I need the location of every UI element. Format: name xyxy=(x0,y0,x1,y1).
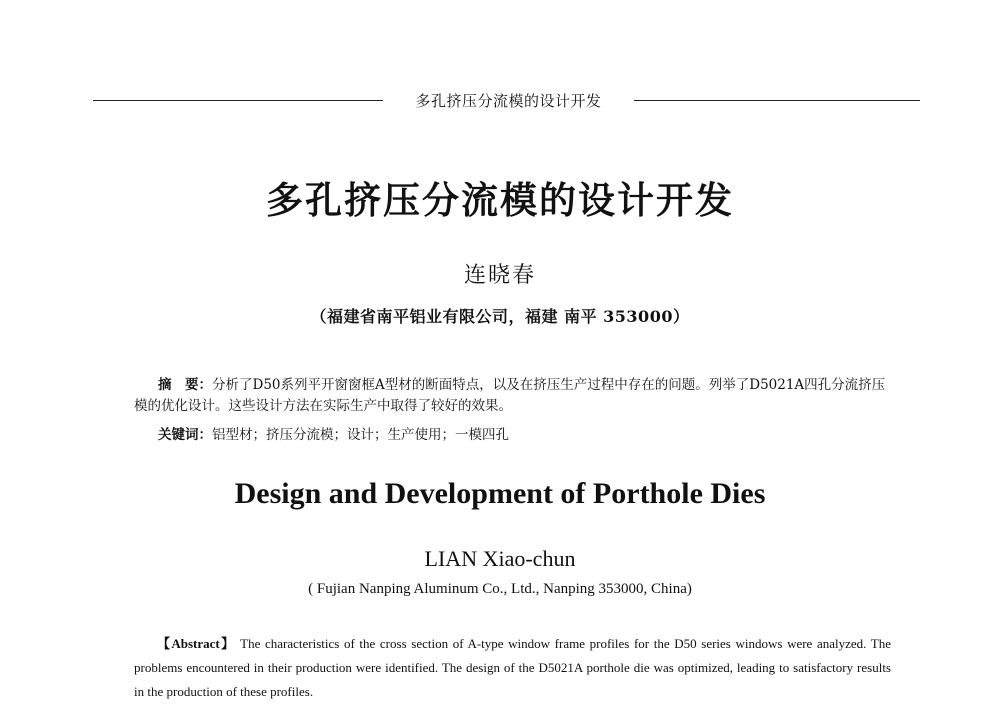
keywords-chinese xyxy=(158,425,878,446)
abstract-chinese xyxy=(134,375,894,417)
affiliation-english: ( Fujian Nanping Aluminum Co., Ltd., Nanping 353000, China) xyxy=(308,581,692,597)
abstract-english-label: 【Abstract】 xyxy=(157,636,236,651)
affiliation-chinese: （福建省南平铝业有限公司，福建 南平 353000） xyxy=(310,307,690,326)
author-english: LIAN Xiao-chun xyxy=(424,546,576,571)
abstract-chinese-text: 分析了D50系列平开窗窗框A型材的断面特点，以及在挤压生产过程中存在的问题。列举了D5021A四孔分流挤压模的优化设计。这些设计方法在实际生产中取得了较好的效果。 xyxy=(134,377,886,414)
running-head-rule-left xyxy=(93,100,383,101)
abstract-english xyxy=(134,632,891,704)
abstract-english-text: The characteristics of the cross section of A-type window frame profiles for the D50 series windows were analyzed. The problems encountered in their production were identified. The design of the D5021A porthole die was optimized, leading to satisfactory results in the production of these profiles. xyxy=(134,636,891,699)
running-head xyxy=(93,88,920,112)
running-head-rule-right xyxy=(634,100,920,101)
keywords-chinese-text: 铝型材；挤压分流模；设计；生产使用；一模四孔 xyxy=(212,427,509,443)
keywords-chinese-label: 关键词： xyxy=(158,427,212,443)
title-english: Design and Development of Porthole Dies xyxy=(234,477,766,510)
author-chinese: 连晓春 xyxy=(463,263,536,288)
abstract-chinese-label: 摘 要： xyxy=(158,377,212,393)
running-head-text: 多孔挤压分流模的设计开发 xyxy=(415,92,602,110)
title-chinese: 多孔挤压分流模的设计开发 xyxy=(266,178,734,222)
